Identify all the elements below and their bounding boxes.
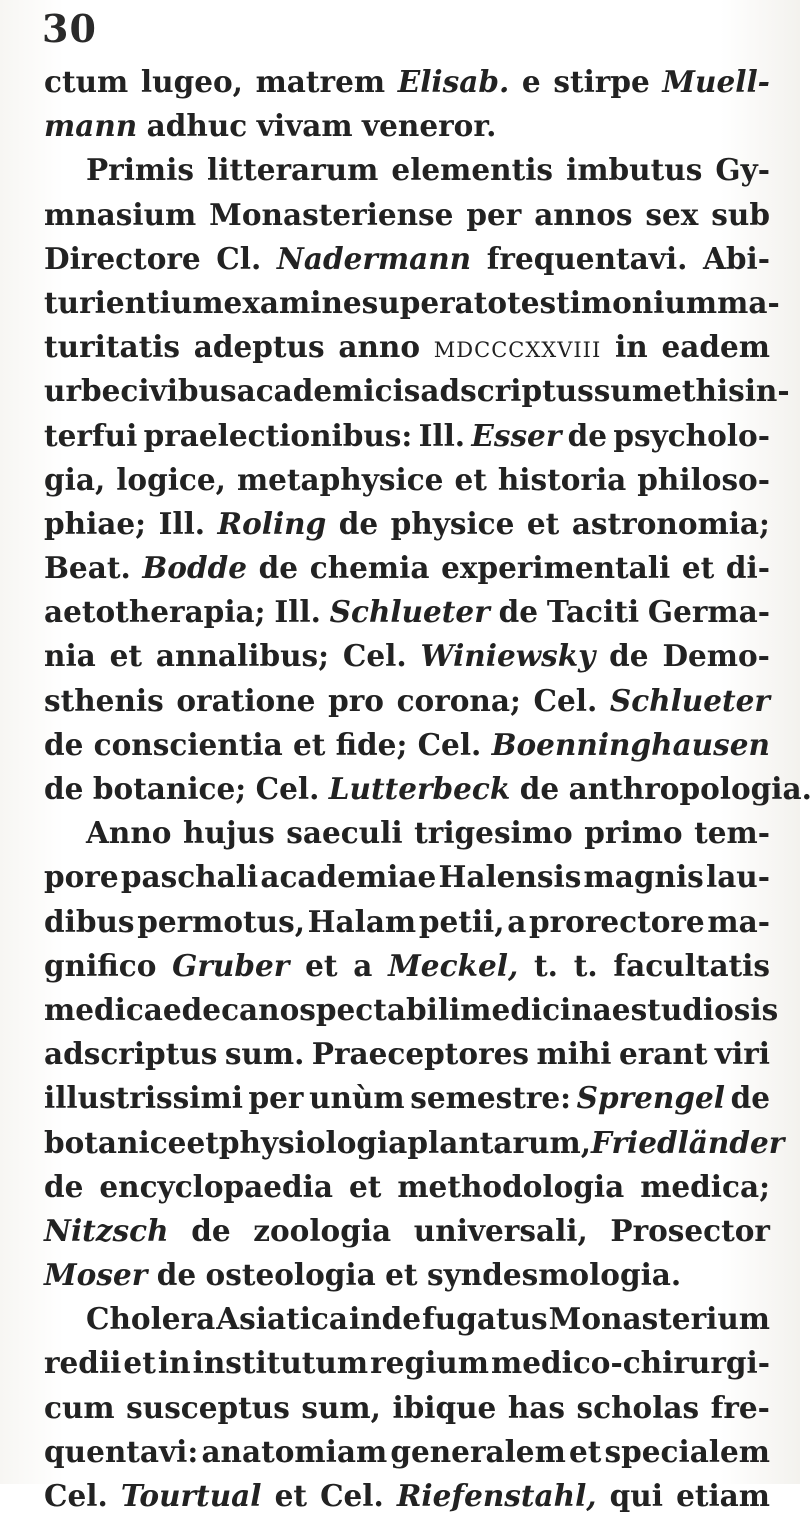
word: de	[44, 771, 84, 806]
text-line	[44, 237, 770, 281]
word: annalibus;	[155, 638, 330, 674]
word: de	[519, 771, 560, 806]
word: et	[348, 1168, 382, 1204]
word: chemia	[309, 550, 430, 586]
word: turitatis	[44, 329, 181, 365]
text-line	[44, 988, 779, 1032]
word: in-	[744, 373, 790, 409]
text-line	[44, 634, 770, 678]
word: Asiatica	[216, 1301, 348, 1337]
word: Demo-	[662, 638, 770, 674]
word: de	[156, 1257, 197, 1293]
word: saeculi	[286, 815, 403, 851]
roman-numeral-year: mdcccxxviii	[433, 330, 602, 365]
text-line	[44, 502, 770, 546]
word: Ill.	[158, 505, 206, 541]
word: praelectionibus:	[143, 417, 413, 453]
text-line	[44, 1209, 770, 1253]
text-line	[44, 369, 790, 413]
word: inde	[349, 1301, 422, 1337]
word: Cel.	[342, 638, 407, 674]
word: dibus	[44, 903, 135, 939]
person-name: Esser	[471, 417, 562, 453]
word: magnis	[583, 859, 704, 895]
person-name: Roling	[217, 505, 327, 541]
page-number: 30	[42, 6, 97, 51]
word: Cel.	[417, 726, 482, 762]
word: prorectore	[528, 903, 705, 939]
word: experimentali	[441, 550, 671, 586]
person-name: Riefenstahl,	[396, 1478, 597, 1513]
text-line	[44, 679, 770, 723]
word: in	[615, 329, 648, 365]
word: mnasium	[44, 196, 197, 232]
word: osteologia	[205, 1257, 376, 1293]
person-name: Meckel,	[388, 947, 519, 983]
person-name: Schlueter	[329, 594, 490, 630]
word: trigesimo	[414, 815, 573, 851]
word: syndesmologia.	[427, 1257, 682, 1293]
word: sub	[711, 196, 770, 232]
word: et	[186, 1124, 219, 1160]
word: anthropologia.	[568, 771, 812, 806]
person-name: Nadermann	[276, 240, 472, 276]
word: physice	[390, 505, 515, 541]
word: a	[507, 903, 527, 939]
word: per	[466, 196, 522, 232]
person-name: Winiewsky	[420, 638, 596, 674]
word: his	[695, 373, 745, 409]
word: tem-	[694, 815, 770, 851]
text-line	[44, 1474, 770, 1518]
word: phiae;	[44, 505, 147, 541]
person-name: Nitzsch	[44, 1212, 169, 1248]
word: anno	[338, 329, 421, 365]
word: et	[568, 1433, 602, 1469]
word: et	[663, 373, 696, 409]
word: encyclopaedia	[99, 1168, 333, 1204]
word: Taciti	[546, 594, 640, 630]
text-line	[44, 767, 812, 811]
word: physiologia	[218, 1124, 408, 1160]
word: academicis	[236, 373, 421, 409]
word: terfui	[44, 417, 138, 453]
word: institutum	[192, 1345, 369, 1381]
word: veneror.	[361, 108, 497, 144]
text-line	[44, 900, 770, 944]
word: et	[454, 461, 487, 497]
text-line	[44, 855, 770, 899]
word: botanice;	[92, 771, 247, 806]
word: gnifico	[44, 947, 157, 983]
word: regium	[370, 1345, 489, 1381]
word: viri	[714, 1036, 770, 1072]
word: superato	[361, 284, 508, 320]
text-line	[44, 148, 770, 192]
word: paschali	[120, 859, 259, 895]
word: annos	[534, 196, 633, 232]
word: zoologia	[253, 1212, 392, 1248]
word: astronomia;	[571, 505, 770, 541]
word: facultatis	[613, 947, 770, 983]
word: generalem	[390, 1433, 566, 1469]
word: etiam	[676, 1478, 770, 1513]
word: historia	[497, 461, 627, 497]
word: de	[44, 726, 84, 762]
word: ibique	[392, 1389, 497, 1425]
word: Directore	[44, 240, 201, 276]
word: medicae	[44, 991, 182, 1027]
text-line	[44, 281, 780, 325]
text-line	[44, 193, 770, 237]
word: ctum	[44, 64, 129, 99]
word: Gy-	[715, 152, 770, 188]
word: frequentavi.	[486, 240, 688, 276]
word: civibus	[120, 373, 237, 409]
word: Cel.	[255, 771, 320, 806]
word: turientium	[44, 284, 224, 320]
word: lau-	[705, 859, 770, 895]
word: Abi-	[703, 240, 770, 276]
word: Cl.	[216, 240, 262, 276]
word: conscientia	[93, 726, 283, 762]
word: erant	[618, 1036, 708, 1072]
word: Ill.	[274, 594, 321, 630]
text-line	[44, 546, 770, 590]
word: t.	[534, 947, 558, 983]
text-line	[44, 325, 770, 369]
word: sum.	[224, 1036, 305, 1072]
word: litterarum	[207, 152, 379, 188]
text-line	[44, 1032, 770, 1076]
word: et	[385, 1257, 418, 1293]
text-line	[44, 1076, 770, 1120]
word: adeptus	[193, 329, 325, 365]
word: Cel.	[320, 1478, 384, 1513]
text-line	[44, 1253, 770, 1297]
word: adscriptus	[44, 1036, 218, 1072]
word: pro	[328, 682, 384, 718]
word: philoso-	[637, 461, 770, 497]
word: testimonium	[507, 284, 718, 320]
word: adhuc	[146, 108, 248, 144]
text-line	[44, 723, 770, 767]
word: Germa-	[647, 594, 770, 630]
word: sex	[645, 196, 699, 232]
word: elementis	[391, 152, 554, 188]
word: fugatus	[422, 1301, 548, 1337]
body-text	[44, 60, 812, 1518]
word: t.	[573, 947, 598, 983]
person-name: Tourtual	[120, 1478, 262, 1513]
word: sthenis	[44, 682, 164, 718]
person-name: Schlueter	[609, 682, 770, 718]
person-name: Moser	[44, 1257, 148, 1293]
word: et	[109, 638, 143, 674]
word: Halensis	[438, 859, 582, 895]
word: illustrissimi	[44, 1080, 243, 1116]
word: lugeo,	[140, 64, 243, 99]
word: Praeceptores	[311, 1036, 529, 1072]
word: per	[248, 1080, 304, 1116]
word: redii	[44, 1345, 122, 1381]
word: hujus	[183, 815, 275, 851]
word: sum	[593, 373, 664, 409]
text-line	[44, 458, 770, 502]
word: de	[258, 550, 299, 586]
word: et	[123, 1345, 156, 1381]
word: medica;	[640, 1168, 770, 1204]
word: Cel.	[533, 682, 598, 718]
word: spectabili	[299, 991, 461, 1027]
word: Prosector	[610, 1212, 770, 1248]
word: petii,	[418, 903, 505, 939]
word: di-	[725, 550, 770, 586]
word: plantarum,	[407, 1124, 592, 1160]
word: unùm	[309, 1080, 405, 1116]
word: de	[730, 1080, 770, 1116]
word: sum,	[301, 1389, 381, 1425]
word: eadem	[661, 329, 770, 365]
word: de	[498, 594, 538, 630]
word: corona;	[396, 682, 521, 718]
word: de	[338, 505, 379, 541]
word: logice,	[116, 461, 226, 497]
text-line	[44, 811, 770, 855]
person-name: Lutterbeck	[328, 771, 511, 806]
word: fre-	[710, 1389, 770, 1425]
word: botanice	[44, 1124, 187, 1160]
word: qui	[609, 1478, 663, 1513]
text-line	[44, 1430, 770, 1474]
word: nia	[44, 638, 96, 674]
word: aetotherapia;	[44, 594, 266, 630]
word: ma-	[707, 903, 770, 939]
word: imbutus	[566, 152, 703, 188]
word: susceptus	[126, 1389, 290, 1425]
word: decano	[181, 991, 300, 1027]
word: Beat.	[44, 550, 131, 586]
word: urbe	[44, 373, 121, 409]
person-name: Sprengel	[576, 1080, 725, 1116]
text-line	[44, 590, 770, 634]
word: ma-	[717, 284, 780, 320]
text-line	[44, 60, 770, 104]
word: specialem	[604, 1433, 770, 1469]
person-name: Friedländer	[591, 1124, 785, 1160]
word: pore	[44, 859, 119, 895]
word: cum	[44, 1389, 115, 1425]
word: psycholo-	[613, 417, 770, 453]
word: in	[157, 1345, 191, 1381]
word: et	[526, 505, 560, 541]
word: semestre:	[410, 1080, 572, 1116]
text-line	[44, 1297, 770, 1341]
word: e	[521, 64, 541, 99]
word: et	[305, 947, 338, 983]
person-name: Elisab.	[397, 64, 510, 99]
word: Primis	[86, 152, 194, 188]
word: permotus,	[137, 903, 305, 939]
text-line	[44, 1341, 770, 1385]
word: medico-chirurgi-	[491, 1345, 770, 1381]
word: et	[292, 726, 326, 762]
person-name: Muell-	[662, 64, 770, 99]
word: universali,	[413, 1212, 588, 1248]
word: et	[681, 550, 715, 586]
word: adscriptus	[420, 373, 594, 409]
word: academiae	[260, 859, 437, 895]
word: Halam	[307, 903, 417, 939]
word: Cel.	[44, 1478, 108, 1513]
word: de	[609, 638, 649, 674]
person-name: Bodde	[142, 550, 248, 586]
word: fide;	[335, 726, 408, 762]
word: matrem	[255, 64, 386, 99]
word: de	[567, 417, 608, 453]
word: Monasteriense	[209, 196, 454, 232]
word: a	[353, 947, 373, 983]
text-line	[44, 944, 770, 988]
word: quentavi:	[44, 1433, 199, 1469]
word: studiosis	[630, 991, 779, 1027]
person-name: mann	[44, 108, 138, 144]
word: examine	[223, 284, 362, 320]
word: mihi	[536, 1036, 612, 1072]
word: anatomiam	[201, 1433, 388, 1469]
word: has	[507, 1389, 566, 1425]
word: vivam	[256, 108, 353, 144]
word: Cholera	[86, 1301, 216, 1337]
word: Ill.	[418, 417, 466, 453]
word: Anno	[86, 815, 172, 851]
word: Monasterium	[548, 1301, 770, 1337]
word: et	[274, 1478, 307, 1513]
word: de	[191, 1212, 231, 1248]
text-line	[44, 414, 770, 458]
text-line	[44, 104, 770, 148]
word: methodologia	[397, 1168, 625, 1204]
person-name: Boenninghausen	[491, 726, 770, 762]
word: primo	[584, 815, 683, 851]
text-line	[44, 1165, 770, 1209]
word: metaphysice	[236, 461, 444, 497]
text-line	[44, 1121, 785, 1165]
word: oratione	[176, 682, 316, 718]
word: stirpe	[553, 64, 650, 99]
person-name: Gruber	[172, 947, 290, 983]
word: gia,	[44, 461, 106, 497]
text-line	[44, 1386, 770, 1430]
word: scholas	[576, 1389, 700, 1425]
word: de	[44, 1168, 84, 1204]
word: medicinae	[460, 991, 631, 1027]
